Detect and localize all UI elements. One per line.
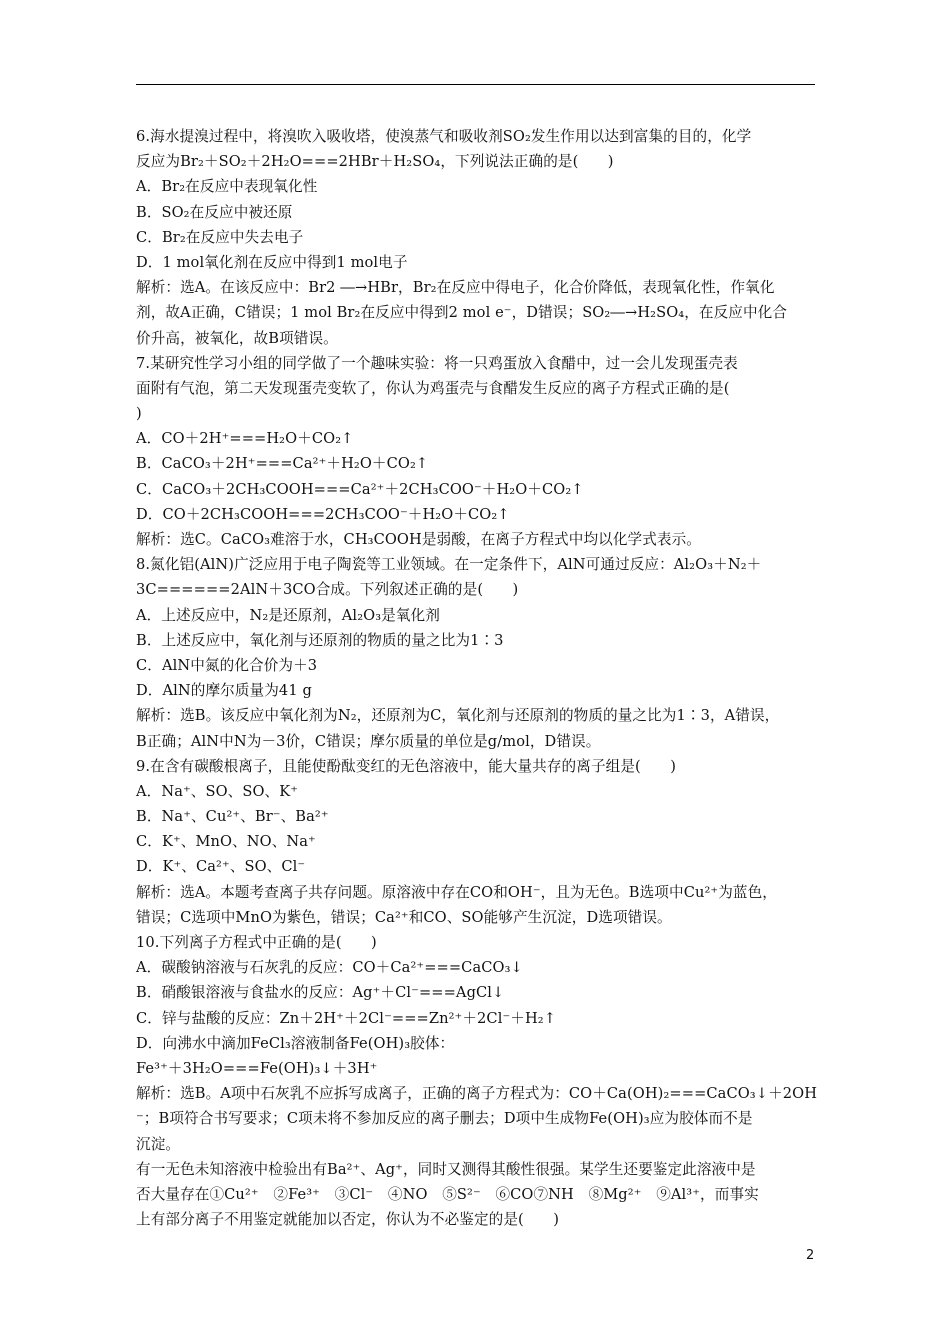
page-number: 2 <box>806 1248 815 1263</box>
text-line: B．上述反应中，氧化剂与还原剂的物质的量之比为1∶3 <box>136 631 504 649</box>
text-line: 7.某研究性学习小组的同学做了一个趣味实验：将一只鸡蛋放入食醋中，过一会儿发现蛋壳表 <box>136 354 738 372</box>
text-line: D．CO＋2CH₃COOH===2CH₃COO⁻＋H₂O＋CO₂↑ <box>136 505 510 523</box>
text-line: A．碳酸钠溶液与石灰乳的反应：CO＋Ca²⁺===CaCO₃↓ <box>136 959 523 977</box>
text-line: A．Br₂在反应中表现氧化性 <box>136 178 318 196</box>
text-line: ) <box>136 405 142 423</box>
text-line: 反应为Br₂＋SO₂＋2H₂O===2HBr＋H₂SO₄，下列说法正确的是( ) <box>136 153 614 171</box>
text-line: C．AlN中氮的化合价为＋3 <box>136 656 318 674</box>
text-line: 剂，故A正确，C错误；1 mol Br₂在反应中得到2 mol e⁻，D错误；SO₂―→H₂SO₄，在反应中化合 <box>136 304 788 322</box>
text-line: B．SO₂在反应中被还原 <box>136 203 293 221</box>
text-line: 解析：选A。本题考查离子共存问题。原溶液中存在CO和OH⁻，且为无色。B选项中Cu²⁺为蓝色， <box>136 883 777 901</box>
text-line: ⁻；B项符合书写要求；C项未将不参加反应的离子删去；D项中生成物Fe(OH)₃应为胶体而不是 <box>136 1110 753 1128</box>
text-line: 价升高，被氧化，故B项错误。 <box>136 329 338 347</box>
text-line: D．AlN的摩尔质量为41 g <box>136 682 312 700</box>
text-line: A．上述反应中，N₂是还原剂，Al₂O₃是氧化剂 <box>136 606 440 624</box>
text-line: A．Na⁺、SO、SO、K⁺ <box>136 782 299 800</box>
text-line: C．Br₂在反应中失去电子 <box>136 228 304 246</box>
text-line: 9.在含有碳酸根离子，且能使酚酞变红的无色溶液中，能大量共存的离子组是( ) <box>136 757 676 775</box>
text-line: B．CaCO₃＋2H⁺===Ca²⁺＋H₂O＋CO₂↑ <box>136 455 429 473</box>
text-line: C．CaCO₃＋2CH₃COOH===Ca²⁺＋2CH₃COO⁻＋H₂O＋CO₂↑ <box>136 480 584 498</box>
text-line: A．CO＋2H⁺===H₂O＋CO₂↑ <box>136 430 354 448</box>
text-line: 3C======2AlN＋3CO合成。下列叙述正确的是( ) <box>136 581 519 599</box>
text-line: D．1 mol氧化剂在反应中得到1 mol电子 <box>136 253 408 271</box>
text-line: 有一无色未知溶液中检验出有Ba²⁺、Ag⁺，同时又测得其酸性很强。某学生还要鉴定此溶液中是 <box>136 1160 756 1178</box>
text-line: 解析：选B。A项中石灰乳不应拆写成离子，正确的离子方程式为：CO＋Ca(OH)₂===CaCO₃↓＋2OH <box>136 1085 818 1103</box>
document-body <box>136 124 820 1232</box>
text-line: 解析：选A。在该反应中：Br2 ―→HBr，Br₂在反应中得电子，化合价降低，表现氧化性，作氧化 <box>136 279 775 297</box>
text-line: 6.海水提溴过程中，将溴吹入吸收塔，使溴蒸气和吸收剂SO₂发生作用以达到富集的目的，化学 <box>136 128 752 145</box>
text-line: C．锌与盐酸的反应：Zn＋2H⁺＋2Cl⁻===Zn²⁺＋2Cl⁻＋H₂↑ <box>136 1009 557 1027</box>
text-line: C．K⁺、MnO、NO、Na⁺ <box>136 833 316 851</box>
text-line: Fe³⁺＋3H₂O===Fe(OH)₃↓＋3H⁺ <box>136 1059 378 1077</box>
text-line: 解析：选B。该反应中氧化剂为N₂，还原剂为C，氧化剂与还原剂的物质的量之比为1∶3，A错误， <box>136 707 780 725</box>
text-line: 错误；C选项中MnO为紫色，错误；Ca²⁺和CO、SO能够产生沉淀，D选项错误。 <box>136 908 672 926</box>
text-line: 沉淀。 <box>136 1135 181 1153</box>
text-line: B．硝酸银溶液与食盐水的反应：Ag⁺＋Cl⁻===AgCl↓ <box>136 984 505 1002</box>
text-line: D．向沸水中滴加FeCl₃溶液制备Fe(OH)₃胶体： <box>136 1034 455 1052</box>
text-line: 解析：选C。CaCO₃难溶于水，CH₃COOH是弱酸，在离子方程式中均以化学式表示。 <box>136 531 701 548</box>
text-line: B正确；AlN中N为－3价，C错误；摩尔质量的单位是g/mol，D错误。 <box>136 732 601 750</box>
text-line: 上有部分离子不用鉴定就能加以否定，你认为不必鉴定的是( ) <box>136 1211 560 1229</box>
text-line: 面附有气泡，第二天发现蛋壳变软了，你认为鸡蛋壳与食醋发生反应的离子方程式正确的是( <box>136 379 730 397</box>
text-line: D．K⁺、Ca²⁺、SO、Cl⁻ <box>136 858 306 876</box>
header-rule <box>136 84 815 85</box>
text-line: 8.氮化铝(AlN)广泛应用于电子陶瓷等工业领域。在一定条件下，AlN可通过反应：Al₂O₃＋N₂＋ <box>136 556 762 574</box>
text-line: 否大量存在①Cu²⁺ ②Fe³⁺ ③Cl⁻ ④NO ⑤S²⁻ ⑥CO⑦NH ⑧Mg²⁺ ⑨Al³⁺，而事实 <box>136 1185 759 1203</box>
text-line: 10.下列离子方程式中正确的是( ) <box>136 934 377 951</box>
text-line: B．Na⁺、Cu²⁺、Br⁻、Ba²⁺ <box>136 808 329 826</box>
